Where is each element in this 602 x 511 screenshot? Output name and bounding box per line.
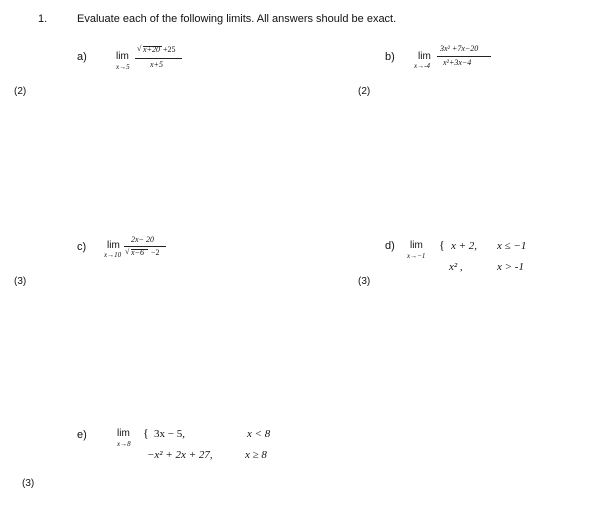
part-e-lim: lim <box>117 428 130 439</box>
part-e-case1-cond: x < 8 <box>247 428 271 440</box>
marks-d: (3) <box>358 276 371 287</box>
part-d-lim: lim <box>410 240 423 251</box>
part-a-radical-sign: √ <box>137 44 142 53</box>
part-e-approach: x→8 <box>117 440 131 448</box>
part-b-lim: lim <box>418 51 431 62</box>
part-e-label: e) <box>77 429 87 441</box>
part-b-label: b) <box>385 51 395 63</box>
part-d-case1-cond: x ≤ −1 <box>497 240 527 252</box>
part-c-denominator-rest: −2 <box>151 248 160 257</box>
part-c-radical-sign: √ <box>125 247 130 256</box>
part-e-case1-expr: 3x − 5, <box>154 428 185 440</box>
part-c-label: c) <box>77 241 87 253</box>
part-a-label: a) <box>77 51 87 63</box>
part-d-case2-expr: x² , <box>449 261 463 273</box>
part-e-brace: { <box>143 426 149 440</box>
part-c-lim: lim <box>107 240 120 251</box>
part-b-approach: x→-4 <box>414 62 430 70</box>
part-a-lim: lim <box>116 51 129 62</box>
part-a-approach: x→5 <box>116 63 130 71</box>
question-number: 1. <box>38 13 48 25</box>
part-d-label: d) <box>385 240 395 252</box>
part-b-denominator: x²+3x−4 <box>443 58 472 67</box>
question-instruction: Evaluate each of the following limits. All answers should be exact. <box>77 13 397 25</box>
part-a-fraction-bar <box>135 58 182 59</box>
part-d-approach: x→−1 <box>407 252 426 260</box>
marks-a: (2) <box>14 86 27 97</box>
part-c-denominator-radicand: x−6 <box>131 248 144 257</box>
part-e-case2-cond: x ≥ 8 <box>245 449 267 461</box>
marks-b: (2) <box>358 86 371 97</box>
part-d-brace: { <box>439 238 445 252</box>
marks-c: (3) <box>14 276 27 287</box>
part-b-fraction-bar <box>437 56 491 57</box>
part-e-case2-expr: −x² + 2x + 27, <box>147 449 213 461</box>
part-a-denominator: x+5 <box>150 60 163 69</box>
part-d-case1-expr: x + 2, <box>451 240 478 252</box>
part-a-numerator-rest: +25 <box>163 45 176 54</box>
part-a-numerator-radicand: x+20 <box>143 45 160 54</box>
part-d-case2-cond: x > -1 <box>497 261 524 273</box>
part-c-approach: x→10 <box>104 251 122 259</box>
part-b-numerator: 3x² +7x−20 <box>440 44 479 53</box>
marks-e: (3) <box>22 478 35 489</box>
part-c-numerator: 2x− 20 <box>131 235 154 244</box>
part-c-fraction-bar <box>124 246 166 247</box>
